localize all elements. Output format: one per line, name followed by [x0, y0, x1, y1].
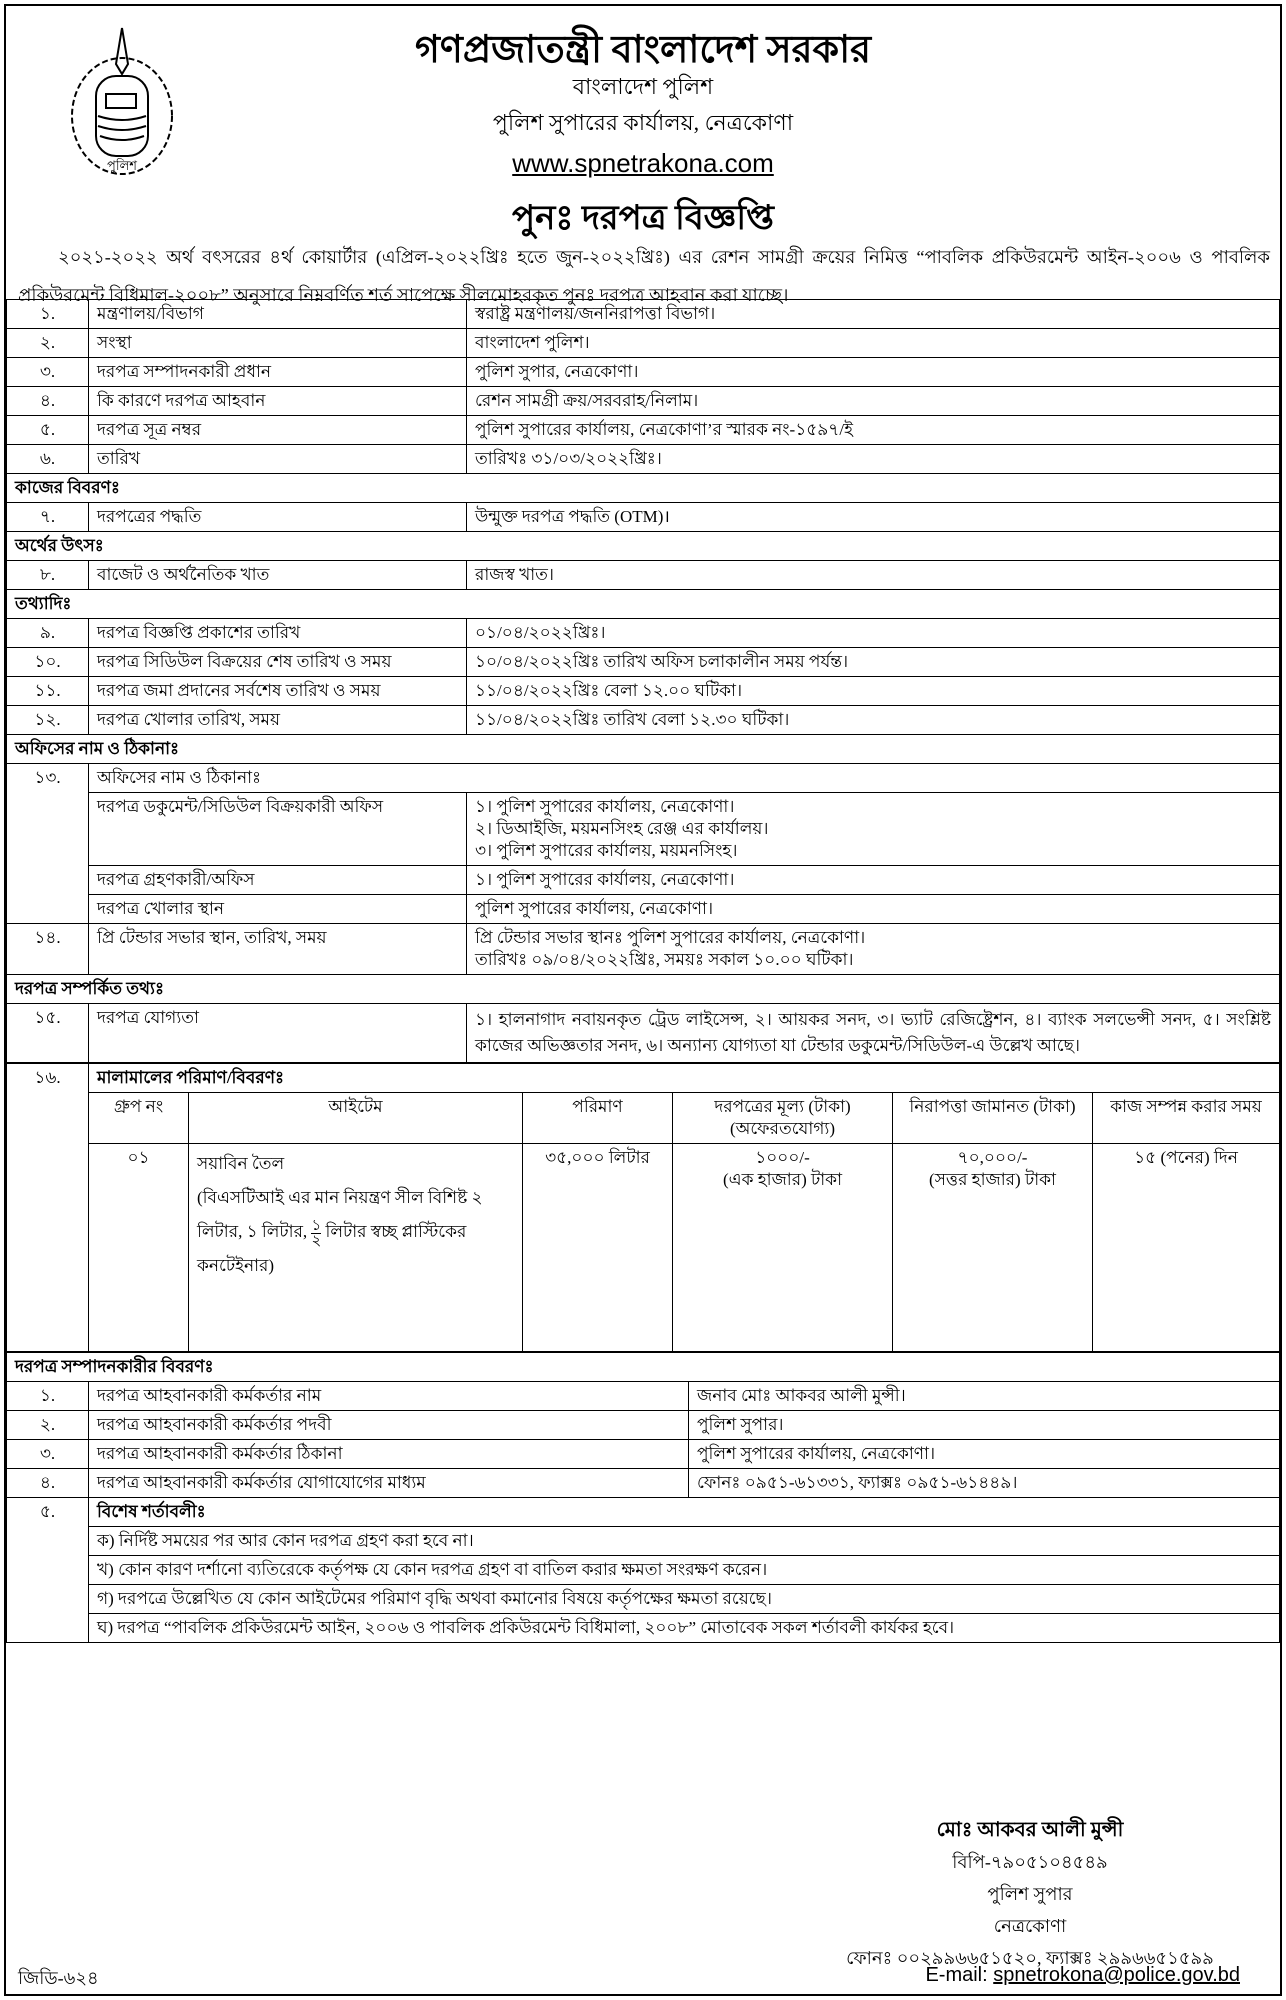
email-link[interactable]: spnetrokona@police.gov.bd — [993, 1964, 1240, 1986]
office-item: ৩। পুলিশ সুপারের কার্যালয়, ময়মনসিংহ। — [475, 841, 738, 860]
signature-block — [820, 1814, 1240, 1974]
row-value: ১। পুলিশ সুপারের কার্যালয়, নেত্রকোণা। — [467, 866, 1280, 895]
table-row — [7, 300, 1280, 329]
fraction-denominator: ২ — [311, 1232, 322, 1249]
column-header: আইটেম — [189, 1093, 523, 1144]
completion-time: ১৫ (পনের) দিন — [1093, 1144, 1280, 1352]
condition-row — [7, 1556, 1280, 1585]
row-number: ১৬. — [7, 1064, 89, 1352]
tender-table — [6, 299, 1280, 1643]
pretender-place: প্রি টেন্ডার সভার স্থানঃ পুলিশ সুপারের কার্যালয়, নেত্রকোণা। — [475, 928, 866, 947]
logo-text: পুলিশ — [107, 158, 137, 173]
group-number: ০১ — [89, 1144, 189, 1352]
row-number: ৭. — [7, 503, 89, 532]
section-header — [7, 735, 1280, 764]
row-label: দরপত্র আহবানকারী কর্মকর্তার ঠিকানা — [89, 1440, 689, 1469]
signatory-designation: পুলিশ সুপার — [987, 1884, 1073, 1904]
condition-item: গ) দরপত্রে উল্লেখিত যে কোন আইটেমের পরিমাণ বৃদ্ধি অথবা কমানোর বিষয়ে কর্তৃপক্ষের ক্ষমতা রয়েছে। — [89, 1585, 1280, 1614]
row-value: ফোনঃ ০৯৫১-৬১৩৩১, ফ্যাক্সঃ ০৯৫১-৬১৪৪৯। — [689, 1469, 1280, 1498]
row-value: তারিখঃ ৩১/০৩/২০২২খ্রিঃ। — [467, 445, 1280, 474]
row-label: দরপত্রের পদ্ধতি — [89, 503, 467, 532]
signatory-phone: ফোনঃ ০০২৯৯৬৬৫১৫২০, ফ্যাক্সঃ ২৯৯৬৬৫১৫৯৯ — [846, 1948, 1214, 1968]
table-row — [7, 895, 1280, 924]
section-header — [7, 1353, 1280, 1382]
section-title: দরপত্র সম্পর্কিত তথ্যঃ — [7, 975, 1280, 1004]
condition-row — [7, 1614, 1280, 1643]
notice-title: পুনঃ দরপত্র বিজ্ঞপ্তি — [512, 200, 774, 237]
row-value: স্বরাষ্ট্র মন্ত্রণালয়/জননিরাপত্তা বিভাগ। — [467, 300, 1280, 329]
row-label: দরপত্র আহবানকারী কর্মকর্তার পদবী — [89, 1411, 689, 1440]
row-label: দরপত্র বিজ্ঞপ্তি প্রকাশের তারিখ — [89, 619, 467, 648]
table-row — [7, 924, 1280, 975]
row-label: দরপত্র গ্রহণকারী/অফিস — [89, 866, 467, 895]
row-value: ০১/০৪/২০২২খ্রিঃ। — [467, 619, 1280, 648]
table-row — [7, 648, 1280, 677]
item-spec-cont: লিটার স্বচ্ছ প্লাস্টিকের কনটেইনার) — [197, 1222, 467, 1275]
table-row — [7, 503, 1280, 532]
table-row — [7, 1382, 1280, 1411]
table-row — [7, 793, 1280, 866]
row-number: ১৩. — [7, 764, 89, 924]
row-number: ৪. — [7, 387, 89, 416]
row-number: ১. — [7, 300, 89, 329]
table-row — [7, 677, 1280, 706]
row-value — [467, 924, 1280, 975]
row-label: দরপত্র সূত্র নম্বর — [89, 416, 467, 445]
row-number: ২. — [7, 1411, 89, 1440]
row-number: ৬. — [7, 445, 89, 474]
row-number: ১৫. — [7, 1004, 89, 1063]
condition-item: ঘ) দরপত্র “পাবলিক প্রকিউরমেন্ট আইন, ২০০৬ ও পাবলিক প্রকিউরমেন্ট বিধিমালা, ২০০৮” মোতাবেক সকল শর্তাবলী কার্যকর হবে। — [89, 1614, 1280, 1643]
row-value: পুলিশ সুপারের কার্যালয়, নেত্রকোণা’র স্মারক নং-১৫৯৭/ই — [467, 416, 1280, 445]
row-value: বাংলাদেশ পুলিশ। — [467, 329, 1280, 358]
goods-header-row — [7, 1093, 1280, 1144]
tender-price — [673, 1144, 893, 1352]
condition-row — [7, 1527, 1280, 1556]
row-value: ১০/০৪/২০২২খ্রিঃ তারিখ অফিস চলাকালীন সময় পর্যন্ত। — [467, 648, 1280, 677]
department-name: বাংলাদেশ পুলিশ — [572, 74, 714, 99]
table-row — [7, 866, 1280, 895]
table-row — [7, 1411, 1280, 1440]
row-value: উন্মুক্ত দরপত্র পদ্ধতি (OTM)। — [467, 503, 1280, 532]
column-header: নিরাপত্তা জামানত (টাকা) — [893, 1093, 1093, 1144]
price-value: ১০০০/- — [755, 1148, 810, 1167]
row-value: রাজস্ব খাত। — [467, 561, 1280, 590]
row-label: দরপত্র আহবানকারী কর্মকর্তার যোগাযোগের মাধ্যম — [89, 1469, 689, 1498]
signatory-name: মোঃ আকবর আলী মুন্সী — [936, 1819, 1124, 1841]
signatory-place: নেত্রকোণা — [993, 1916, 1067, 1936]
row-value: পুলিশ সুপার। — [689, 1411, 1280, 1440]
row-label: দরপত্র সিডিউল বিক্রয়ের শেষ তারিখ ও সময় — [89, 648, 467, 677]
quantity: ৩৫,০০০ লিটার — [523, 1144, 673, 1352]
table-row — [7, 764, 1280, 793]
row-label: তারিখ — [89, 445, 467, 474]
item-description — [189, 1144, 523, 1352]
fraction-numerator: ১ — [311, 1217, 322, 1234]
signatory-bp: বিপি-৭৯০৫১০৪৫৪৯ — [952, 1852, 1108, 1872]
row-number: ৫. — [7, 1498, 89, 1643]
row-value: ১। হালনাগাদ নবায়নকৃত ট্রেড লাইসেন্স, ২। আয়কর সনদ, ৩। ভ্যাট রেজিষ্ট্রেশন, ৪। ব্যাংক সলভেন্সী সনদ, ৫। সংশ্লিষ্ট কাজের অভিজ্ঞতার সনদ, ৬। অন্যান্য যোগ্যতা যা টেন্ডার ডকুমেন্ট/সিডিউল-এ উল্লেখ আছে। — [467, 1004, 1280, 1063]
security-value: ৭০,০০০/- — [957, 1148, 1028, 1167]
row-value: ১১/০৪/২০২২খ্রিঃ তারিখ বেলা ১২.৩০ ঘটিকা। — [467, 706, 1280, 735]
email-label: E-mail: — [925, 1964, 988, 1986]
row-number: ৩. — [7, 1440, 89, 1469]
section-title: বিশেষ শর্তাবলীঃ — [89, 1498, 1280, 1527]
email-line — [925, 1964, 1240, 1987]
row-value — [467, 793, 1280, 866]
government-title: গণপ্রজাতন্ত্রী বাংলাদেশ সরকার — [414, 29, 872, 71]
table-row — [7, 358, 1280, 387]
row-label: বাজেট ও অর্থনৈতিক খাত — [89, 561, 467, 590]
table-row — [7, 1004, 1280, 1063]
table-row — [7, 416, 1280, 445]
section-title: অফিসের নাম ও ঠিকানাঃ — [7, 735, 1280, 764]
section-header — [7, 532, 1280, 561]
section-title: অর্থের উৎসঃ — [7, 532, 1280, 561]
table-row — [7, 1064, 1280, 1093]
row-label: দরপত্র জমা প্রদানের সর্বশেষ তারিখ ও সময় — [89, 677, 467, 706]
row-number: ২. — [7, 329, 89, 358]
office-item: ১। পুলিশ সুপারের কার্যালয়, নেত্রকোণা। — [475, 797, 735, 816]
item-spec: (বিএসটিআই এর মান নিয়ন্ত্রণ সীল বিশিষ্ট ২ লিটার, ১ লিটার, — [197, 1188, 483, 1241]
section-title: তথ্যাদিঃ — [7, 590, 1280, 619]
table-row — [7, 329, 1280, 358]
condition-row — [7, 1585, 1280, 1614]
row-label: প্রি টেন্ডার সভার স্থান, তারিখ, সময় — [89, 924, 467, 975]
row-label: দরপত্র যোগ্যতা — [89, 1004, 467, 1063]
row-number: ৩. — [7, 358, 89, 387]
item-name: সয়াবিন তৈল — [197, 1154, 285, 1173]
intro-paragraph: ২০২১-২০২২ অর্থ বৎসরের ৪র্থ কোয়ার্টার (এপ্রিল-২০২২খ্রিঃ হতে জুন-২০২২খ্রিঃ) এর রেশন সামগ্রী ক্রয়ের নিমিত্ত “পাবলিক প্রকিউরমেন্ট আইন-২০০৬ ও পাবলিক প্রকিউরমেন্ট বিধিমাল-২০০৮” অনুসারে নিম্নবর্ণিত শর্ত সাপেক্ষে সীলমোহরকৃত পুনঃ দরপত্র আহবান করা যাচ্ছে। — [18, 247, 1270, 305]
condition-item: ক) নির্দিষ্ট সময়ের পর আর কোন দরপত্র গ্রহণ করা হবে না। — [89, 1527, 1280, 1556]
table-row — [7, 1469, 1280, 1498]
section-header — [7, 590, 1280, 619]
row-value: পুলিশ সুপারের কার্যালয়, নেত্রকোণা। — [467, 895, 1280, 924]
row-label: দরপত্র খোলার তারিখ, সময় — [89, 706, 467, 735]
table-row — [7, 619, 1280, 648]
row-number: ১১. — [7, 677, 89, 706]
table-row — [7, 1498, 1280, 1527]
table-row — [7, 706, 1280, 735]
table-row — [7, 1440, 1280, 1469]
half-fraction — [311, 1219, 321, 1248]
row-number: ১২. — [7, 706, 89, 735]
row-label: কি কারণে দরপত্র আহবান — [89, 387, 467, 416]
gd-code: জিডি-৬২৪ — [18, 1968, 99, 1988]
row-number: ৪. — [7, 1469, 89, 1498]
pretender-date: তারিখঃ ০৯/০৪/২০২২খ্রিঃ, সময়ঃ সকাল ১০.০০ ঘটিকা। — [475, 950, 854, 969]
goods-row — [7, 1144, 1280, 1352]
row-label: দরপত্র খোলার স্থান — [89, 895, 467, 924]
row-number: ৫. — [7, 416, 89, 445]
price-words: (এক হাজার) টাকা — [722, 1170, 842, 1189]
row-value: ১১/০৪/২০২২খ্রিঃ বেলা ১২.০০ ঘটিকা। — [467, 677, 1280, 706]
row-label: দরপত্র ডকুমেন্ট/সিডিউল বিক্রয়কারী অফিস — [89, 793, 467, 866]
section-title: কাজের বিবরণঃ — [7, 474, 1280, 503]
row-value: পুলিশ সুপারের কার্যালয়, নেত্রকোণা। — [689, 1440, 1280, 1469]
table-row — [7, 445, 1280, 474]
row-label: দরপত্র আহবানকারী কর্মকর্তার নাম — [89, 1382, 689, 1411]
section-header — [7, 975, 1280, 1004]
column-header: দরপত্রের মূল্য (টাকা) (অফেরতযোগ্য) — [673, 1093, 893, 1144]
row-number: ৮. — [7, 561, 89, 590]
column-header: গ্রুপ নং — [89, 1093, 189, 1144]
section-title: দরপত্র সম্পাদনকারীর বিবরণঃ — [7, 1353, 1280, 1382]
office-name: পুলিশ সুপারের কার্যালয়, নেত্রকোণা — [492, 110, 794, 135]
section-title: মালামালের পরিমাণ/বিবরণঃ — [89, 1064, 1280, 1093]
column-header: পরিমাণ — [523, 1093, 673, 1144]
row-label: মন্ত্রণালয়/বিভাগ — [89, 300, 467, 329]
column-header: কাজ সম্পন্ন করার সময় — [1093, 1093, 1280, 1144]
row-number: ৯. — [7, 619, 89, 648]
website-link[interactable]: www.spnetrakona.com — [512, 148, 774, 178]
row-label: সংস্থা — [89, 329, 467, 358]
condition-item: খ) কোন কারণ দর্শানো ব্যতিরেকে কর্তৃপক্ষ যে কোন দরপত্র গ্রহণ বা বাতিল করার ক্ষমতা সংরক্ষণ করেন। — [89, 1556, 1280, 1585]
row-number: ১৪. — [7, 924, 89, 975]
table-row — [7, 387, 1280, 416]
office-item: ২। ডিআইজি, ময়মনসিংহ রেঞ্জ এর কার্যালয়। — [475, 819, 769, 838]
section-header — [7, 474, 1280, 503]
security-words: (সত্তর হাজার) টাকা — [929, 1170, 1056, 1189]
row-value: পুলিশ সুপার, নেত্রকোণা। — [467, 358, 1280, 387]
row-label: অফিসের নাম ও ঠিকানাঃ — [89, 764, 1280, 793]
row-value: রেশন সামগ্রী ক্রয়/সরবরাহ/নিলাম। — [467, 387, 1280, 416]
row-value: জনাব মোঃ আকবর আলী মুন্সী। — [689, 1382, 1280, 1411]
tender-notice — [4, 4, 1282, 1996]
row-label: দরপত্র সম্পাদনকারী প্রধান — [89, 358, 467, 387]
row-number: ১০. — [7, 648, 89, 677]
row-number: ১. — [7, 1382, 89, 1411]
table-row — [7, 561, 1280, 590]
security-deposit — [893, 1144, 1093, 1352]
